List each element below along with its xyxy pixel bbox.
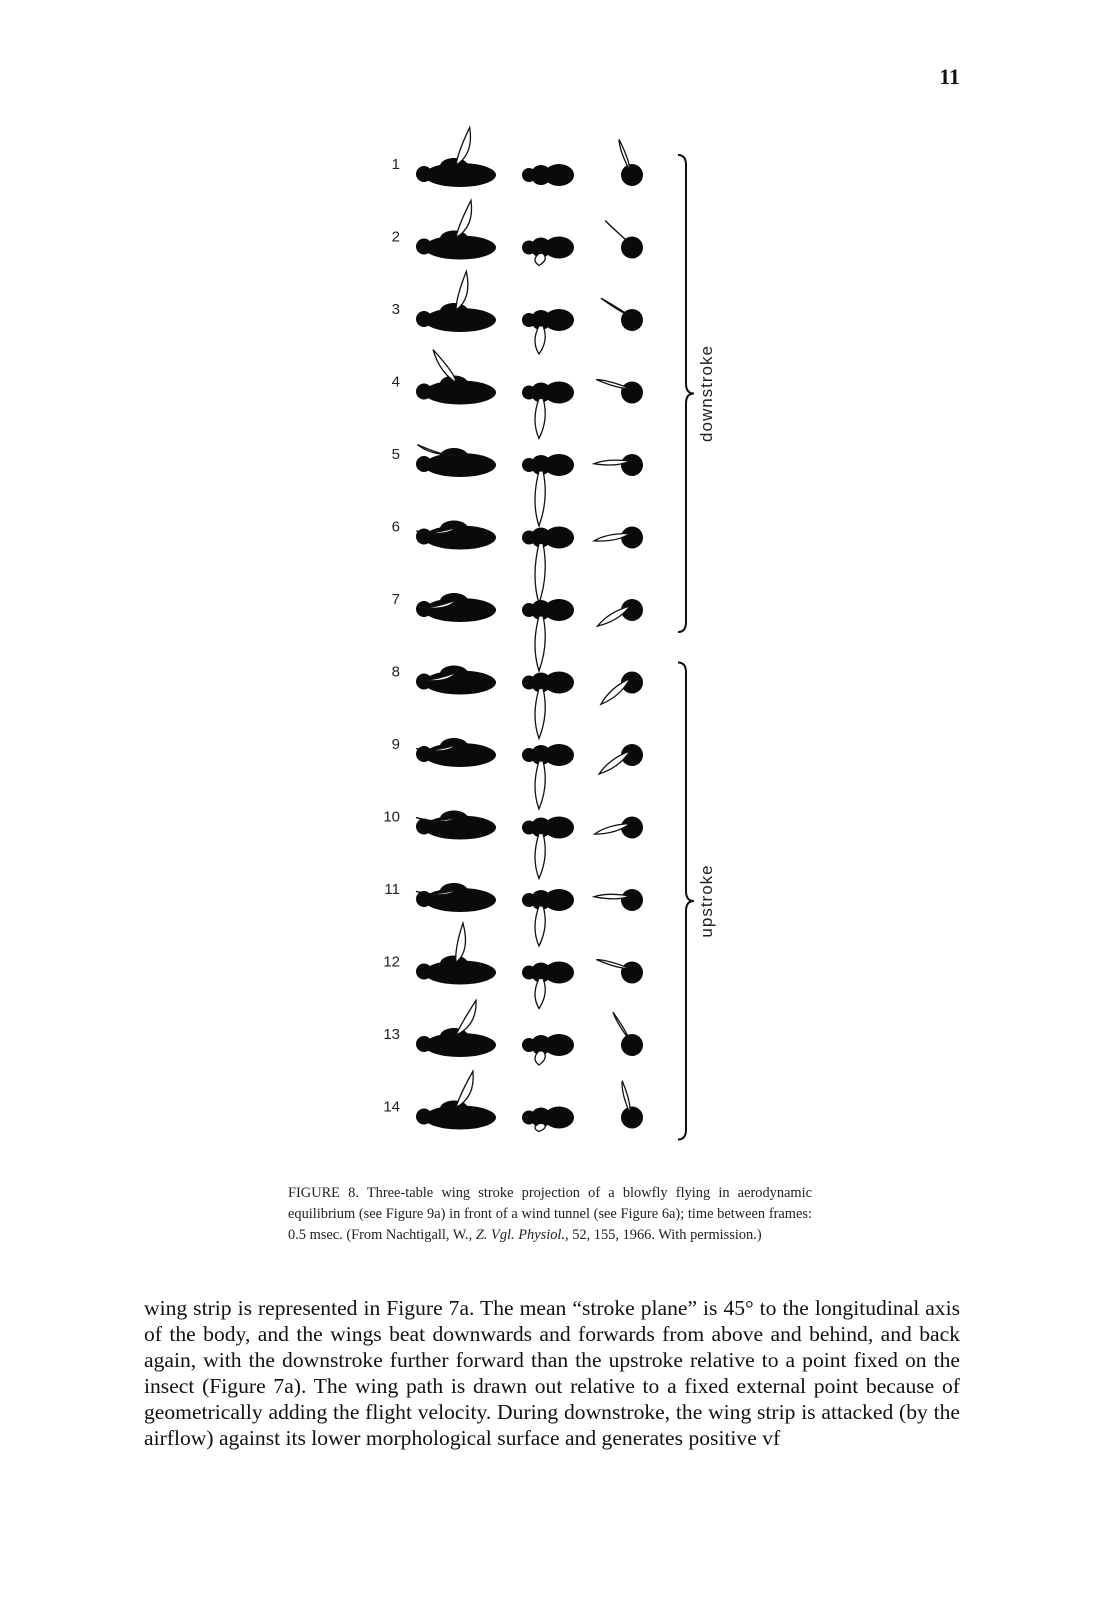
figure-row: [392, 350, 643, 439]
figure-row: [384, 881, 643, 946]
wing-shape: [596, 960, 630, 969]
side-view-insect: [416, 883, 496, 912]
side-view-insect: [416, 271, 496, 332]
wing-shape: [535, 254, 545, 266]
wing-shape: [535, 471, 545, 526]
page-number: 11: [939, 64, 960, 89]
figure-row: [392, 127, 643, 187]
front-view-insect: [596, 380, 643, 404]
figure-row: [392, 591, 643, 671]
side-view-insect: [416, 1071, 496, 1129]
phase-brace: [678, 155, 694, 632]
wing-shape: [456, 200, 472, 237]
row-label: 11: [384, 881, 400, 898]
caption-text: Three-table wing stroke projection of a blowfly flying in aerodynamic equilibrium (see Figure 9a) in front of a wind tunnel (see Figure 6a); time between frames: 0.5 msec. (From Nachtigall, W.,: [288, 1185, 812, 1243]
front-view-insect: [594, 889, 643, 911]
caption-label: FIGURE 8.: [288, 1185, 359, 1201]
side-view-insect: [416, 521, 496, 550]
wing-shape: [535, 326, 545, 354]
top-view-insect: [522, 1034, 574, 1065]
caption-citation: , 52, 155, 1966. With permission.): [565, 1227, 762, 1243]
figure-row: [392, 200, 643, 265]
wing-shape: [613, 1012, 630, 1041]
top-view-insect: [522, 744, 574, 809]
front-view-insect: [621, 1081, 643, 1129]
front-view-insect: [594, 527, 643, 549]
top-view-insect: [522, 1107, 574, 1132]
top-view-insect: [522, 237, 574, 266]
body-paragraph: wing strip is represented in Figure 7a. The mean “stroke plane” is 45° to the longitudinal axis of the body, and the wings beat downwards and forwards from above and behind, and back again, with the downstroke further forward than the upstroke relative to a point fixed on the insect (Figure 7a). The wing path is drawn out relative to a fixed external point because of geometrically adding the flight velocity. During downstroke, the wing strip is attacked (by the airflow) against its lower morphological surface and generates positive vf: [144, 1296, 960, 1450]
side-view-insect: [416, 738, 496, 767]
figure-row: [392, 445, 643, 526]
wing-shape: [601, 298, 630, 316]
row-label: 13: [383, 1026, 400, 1043]
wing-shape: [535, 616, 545, 671]
wing-shape: [605, 221, 630, 244]
front-view-insect: [601, 298, 643, 331]
wing-shape: [535, 399, 545, 439]
phase-label: upstroke: [697, 864, 716, 938]
wing-shape: [433, 350, 456, 383]
row-label: 6: [391, 518, 400, 536]
top-view-insect: [522, 454, 574, 526]
side-view-insect: [416, 811, 496, 840]
wing-shape: [535, 906, 545, 946]
front-view-insect: [619, 139, 643, 186]
row-label: 9: [391, 736, 400, 753]
top-view-insect: [522, 599, 574, 671]
wing-shape: [456, 1000, 476, 1035]
wing-shape: [535, 544, 545, 604]
figure-row: [392, 519, 643, 604]
front-view-insect: [594, 454, 643, 476]
wing-shape: [596, 380, 630, 389]
row-label: 14: [383, 1098, 400, 1116]
top-view-insect: [522, 817, 574, 879]
figure-caption: [288, 1183, 812, 1246]
row-label: 1: [391, 156, 400, 173]
wing-shape: [456, 923, 466, 962]
row-label: 5: [391, 446, 400, 463]
row-label: 4: [391, 373, 400, 391]
top-view-insect: [522, 889, 574, 946]
figure-row: [383, 1000, 643, 1065]
row-label: 12: [383, 953, 400, 971]
side-view-insect: [416, 127, 496, 187]
phase-brace: [678, 663, 694, 1140]
row-label: 7: [391, 591, 400, 608]
front-view-insect: [601, 672, 643, 705]
wing-shape: [535, 689, 545, 739]
caption-journal: Z. Vgl. Physiol.: [475, 1227, 565, 1243]
side-view-insect: [416, 350, 496, 405]
front-view-insect: [596, 960, 643, 984]
front-view-insect: [605, 221, 643, 259]
phase-label: downstroke: [697, 345, 716, 442]
figure-row: [383, 1071, 643, 1131]
wing-shape: [456, 127, 470, 165]
figure-row: [392, 271, 643, 354]
row-label: 8: [391, 663, 400, 681]
wing-shape: [535, 834, 545, 879]
wing-shape: [535, 1051, 545, 1065]
top-view-insect: [522, 672, 574, 739]
row-label: 2: [391, 228, 400, 246]
wing-shape: [535, 761, 545, 809]
figure-row: [392, 736, 643, 809]
top-view-insect: [522, 962, 574, 1009]
top-view-insect: [522, 309, 574, 354]
wing-shape: [456, 1071, 473, 1107]
front-view-insect: [613, 1012, 643, 1056]
figure-row: [383, 809, 643, 879]
wing-shape: [456, 271, 468, 310]
wing-shape: [619, 139, 630, 171]
side-view-insect: [416, 1000, 496, 1057]
side-view-insect: [416, 200, 496, 259]
row-label: 10: [383, 808, 400, 826]
front-view-insect: [598, 599, 643, 626]
side-view-insect: [416, 923, 496, 984]
side-view-insect: [416, 666, 496, 695]
top-view-insect: [522, 164, 574, 186]
row-label: 3: [391, 301, 400, 318]
side-view-insect: [416, 445, 496, 477]
wing-shape: [535, 1124, 545, 1132]
figure-row: [392, 664, 643, 739]
side-view-insect: [416, 593, 496, 622]
front-view-insect: [599, 744, 643, 774]
front-view-insect: [595, 817, 643, 839]
top-view-insect: [522, 382, 574, 439]
top-view-insect: [522, 527, 574, 604]
wing-shape: [594, 894, 630, 899]
wing-shape: [535, 979, 545, 1009]
figure-row: [383, 923, 643, 1008]
